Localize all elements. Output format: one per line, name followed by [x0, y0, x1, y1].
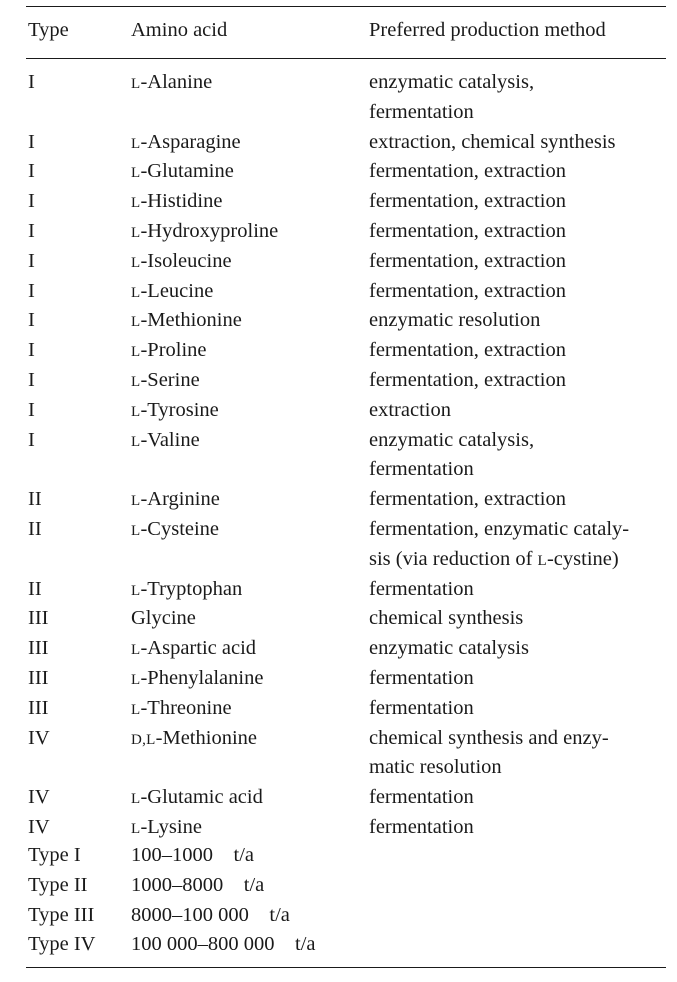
table-row	[0, 277, 677, 307]
stereo-prefix: L	[131, 344, 141, 361]
cell-type: I	[28, 219, 35, 242]
method-line: enzymatic catalysis,	[369, 428, 535, 451]
method-line: extraction, chemical synthesis	[369, 130, 616, 153]
table-row	[0, 694, 677, 724]
cell-type: III	[28, 696, 49, 719]
legend-row	[0, 871, 677, 901]
cell-amino-acid: L-Leucine	[131, 279, 214, 302]
cell-type: III	[28, 607, 49, 630]
cell-method	[369, 157, 669, 187]
table-row	[0, 515, 677, 575]
cell-type: I	[28, 339, 35, 362]
cell-amino-acid: L-Phenylalanine	[131, 666, 264, 689]
method-line: fermentation, extraction	[369, 339, 566, 362]
method-line: fermentation, extraction	[369, 279, 566, 302]
cell-method	[369, 426, 669, 486]
cell-method	[369, 68, 669, 128]
table-row	[0, 128, 677, 158]
cell-type: I	[28, 190, 35, 213]
cell-type: IV	[28, 726, 50, 749]
cell-type: I	[28, 368, 35, 391]
cell-method	[369, 604, 669, 634]
cell-amino-acid: L-Isoleucine	[131, 249, 232, 272]
table-row	[0, 813, 677, 843]
table-row	[0, 306, 677, 336]
cell-amino-acid: L-Arginine	[131, 488, 220, 511]
table-top-rule	[26, 6, 666, 7]
cell-method	[369, 396, 669, 426]
cell-type: II	[28, 517, 42, 540]
table-row	[0, 604, 677, 634]
method-line: fermentation, extraction	[369, 190, 566, 213]
stereo-prefix: D,L	[131, 731, 156, 748]
stereo-prefix: L	[131, 433, 141, 450]
cell-method	[369, 366, 669, 396]
stereo-prefix: L	[131, 403, 141, 420]
header-amino-acid: Amino acid	[131, 19, 228, 41]
table-row	[0, 485, 677, 515]
method-line: enzymatic catalysis	[369, 637, 529, 660]
cell-amino-acid: L-Hydroxyproline	[131, 219, 279, 242]
stereo-prefix: L	[131, 791, 141, 808]
method-line: fermentation	[369, 458, 474, 481]
stereo-prefix: L	[131, 493, 141, 510]
table-row	[0, 634, 677, 664]
cell-amino-acid: L-Asparagine	[131, 130, 241, 153]
stereo-prefix: L	[131, 195, 141, 212]
cell-type: IV	[28, 786, 50, 809]
cell-method	[369, 187, 669, 217]
cell-method	[369, 694, 669, 724]
table-row	[0, 336, 677, 366]
cell-method	[369, 336, 669, 366]
method-line: fermentation, enzymatic cataly-	[369, 517, 630, 540]
cell-type: I	[28, 309, 35, 332]
cell-amino-acid: L-Glutamic acid	[131, 786, 263, 809]
table-header	[0, 19, 677, 49]
table-body	[0, 68, 677, 843]
method-line: fermentation	[369, 100, 474, 123]
method-line: chemical synthesis and enzy-	[369, 726, 609, 749]
legend-type: Type II	[28, 873, 88, 896]
stereo-prefix: L	[131, 165, 141, 182]
cell-type: I	[28, 249, 35, 272]
legend-type: Type IV	[28, 933, 96, 956]
cell-amino-acid: L-Tryptophan	[131, 577, 243, 600]
legend-range: 8000–100 000 t/a	[131, 903, 290, 926]
method-line: chemical synthesis	[369, 607, 524, 630]
cell-method	[369, 724, 669, 784]
stereo-prefix: L	[131, 224, 141, 241]
type-legend	[0, 841, 677, 960]
cell-type: IV	[28, 815, 50, 838]
method-line: enzymatic catalysis,	[369, 71, 535, 93]
legend-range: 100–1000 t/a	[131, 844, 254, 866]
cell-type: I	[28, 160, 35, 183]
stereo-prefix: L	[131, 582, 141, 599]
table-row	[0, 157, 677, 187]
method-line: fermentation, extraction	[369, 368, 566, 391]
cell-method	[369, 485, 669, 515]
cell-amino-acid: L-Serine	[131, 368, 200, 391]
legend-range: 1000–8000 t/a	[131, 873, 265, 896]
table-bottom-rule	[26, 967, 666, 968]
method-line: sis (via reduction of L-cystine)	[369, 547, 619, 570]
table-row	[0, 187, 677, 217]
cell-method	[369, 813, 669, 843]
cell-type: I	[28, 428, 35, 451]
cell-type: I	[28, 279, 35, 302]
cell-amino-acid: D,L-Methionine	[131, 726, 257, 749]
method-line: matic resolution	[369, 756, 502, 779]
cell-type: I	[28, 130, 35, 153]
stereo-prefix: L	[131, 76, 141, 92]
cell-method	[369, 575, 669, 605]
method-line: fermentation, extraction	[369, 249, 566, 272]
method-line: enzymatic resolution	[369, 309, 541, 332]
method-line: fermentation	[369, 696, 474, 719]
cell-method	[369, 217, 669, 247]
cell-method	[369, 128, 669, 158]
stereo-prefix: L	[131, 642, 141, 659]
stereo-prefix: L	[131, 254, 141, 271]
cell-method	[369, 783, 669, 813]
cell-amino-acid: L-Tyrosine	[131, 398, 219, 421]
table-header-rule	[26, 58, 666, 59]
legend-row	[0, 841, 677, 871]
legend-row	[0, 930, 677, 960]
cell-amino-acid: Glycine	[131, 607, 196, 630]
table-row	[0, 247, 677, 277]
stereo-prefix: L	[131, 820, 141, 837]
cell-amino-acid: L-Histidine	[131, 190, 223, 213]
table-row	[0, 664, 677, 694]
table-row	[0, 217, 677, 247]
stereo-prefix: L	[131, 314, 141, 331]
method-line: fermentation	[369, 815, 474, 838]
stereo-prefix: L	[131, 373, 141, 390]
legend-type: Type I	[28, 844, 81, 866]
cell-amino-acid: L-Alanine	[131, 71, 213, 93]
method-line: fermentation	[369, 577, 474, 600]
table-row	[0, 783, 677, 813]
table-row	[0, 426, 677, 486]
cell-amino-acid: L-Lysine	[131, 815, 202, 838]
cell-amino-acid: L-Cysteine	[131, 517, 220, 540]
legend-row	[0, 901, 677, 931]
cell-method	[369, 634, 669, 664]
cell-type: I	[28, 71, 35, 93]
table-row	[0, 724, 677, 784]
legend-range: 100 000–800 000 t/a	[131, 933, 316, 956]
cell-method	[369, 247, 669, 277]
cell-type: I	[28, 398, 35, 421]
cell-type: III	[28, 666, 49, 689]
method-line: fermentation	[369, 786, 474, 809]
cell-method	[369, 515, 669, 577]
header-type: Type	[28, 19, 69, 41]
cell-amino-acid: L-Methionine	[131, 309, 242, 332]
cell-amino-acid: L-Aspartic acid	[131, 637, 257, 660]
table-row	[0, 396, 677, 426]
table-row	[0, 366, 677, 396]
method-line: fermentation	[369, 666, 474, 689]
header-method: Preferred production method	[369, 19, 606, 41]
cell-amino-acid: L-Glutamine	[131, 160, 234, 183]
cell-method	[369, 277, 669, 307]
method-line: fermentation, extraction	[369, 488, 566, 511]
cell-type: II	[28, 488, 42, 511]
cell-method	[369, 306, 669, 336]
stereo-prefix: L	[131, 671, 141, 688]
stereo-prefix: L	[131, 701, 141, 718]
table-row	[0, 68, 677, 128]
stereo-prefix: L	[131, 522, 141, 539]
method-line: fermentation, extraction	[369, 219, 566, 242]
legend-type: Type III	[28, 903, 95, 926]
cell-amino-acid: L-Valine	[131, 428, 200, 451]
method-line: fermentation, extraction	[369, 160, 566, 183]
cell-amino-acid: L-Proline	[131, 339, 207, 362]
cell-amino-acid: L-Threonine	[131, 696, 232, 719]
stereo-prefix: L	[131, 284, 141, 301]
method-line: extraction	[369, 398, 451, 421]
stereo-prefix: L	[131, 135, 141, 152]
cell-type: III	[28, 637, 49, 660]
cell-method	[369, 664, 669, 694]
cell-type: II	[28, 577, 42, 600]
table-row	[0, 575, 677, 605]
